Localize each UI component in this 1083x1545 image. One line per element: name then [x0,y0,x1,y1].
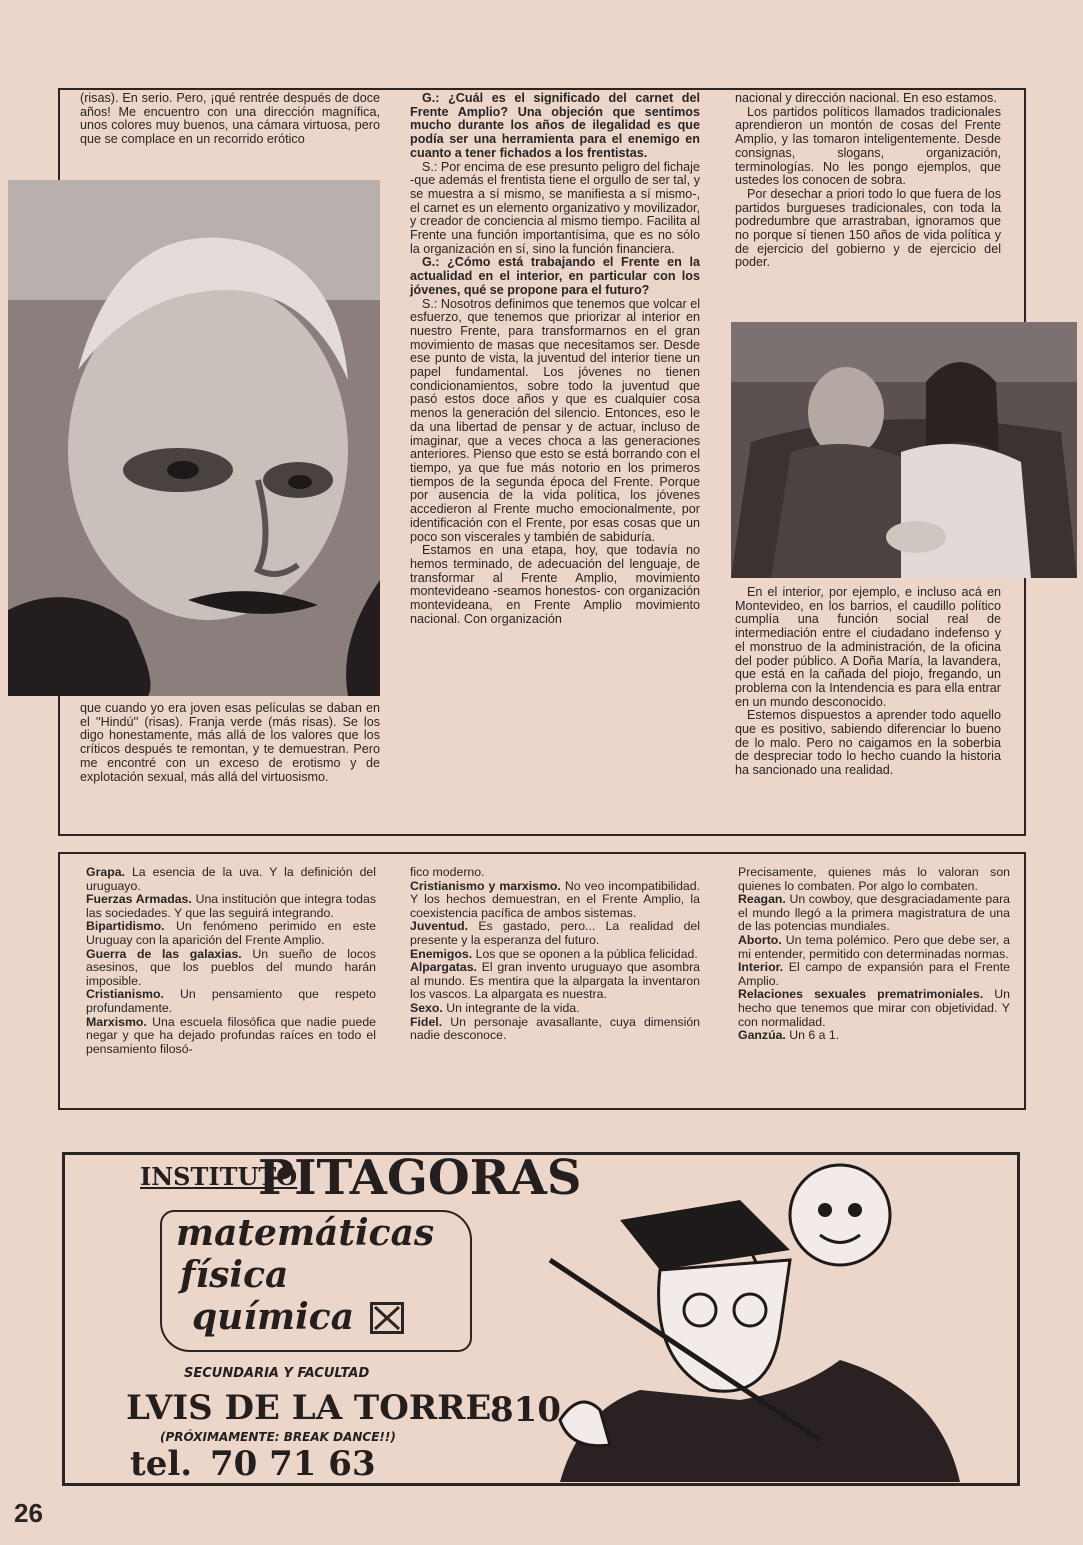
column-1-bottom [80,702,380,784]
portrait-illustration [8,180,380,696]
ad-box-icon [370,1302,404,1334]
ad-subject-2: física [180,1254,289,1296]
col3-p5: Estemos dispuestos a aprender todo aquello que es positivo, sabiendo diferenciar lo bueno de lo malo. Pero no caigamos en la soberbia de despreciar todo lo hecho cuando la historia ha sancionado una realidad. [735,708,1001,778]
column-3-top [735,92,1001,270]
answer-3: Estamos en una etapa, hoy, que todavía no hemos terminado, de adecuación del lenguaje, de transformar al Frente Amplio, movimiento montevideano -seamos honestos- con organización montevideana, en Frente Amplio movimiento nacional. Con organización [410,543,700,626]
glossary-entry: Reagan. Un cowboy, que desgraciadamente para el mundo llegó a la primera magistratura de una de las potencias mundiales. [738,892,1010,934]
glossary-entry: Fuerzas Armadas. Una institución que integra todas las sociedades. Y que las seguirá integrando. [86,892,376,920]
professor-cartoon [540,1160,1010,1482]
column-1-top [80,92,380,147]
question-2: G.: ¿Cómo está trabajando el Frente en la actualidad en el interior, en particular con los jóvenes, qué se propone para el futuro? [410,255,700,297]
ad-levels: SECUNDARIA Y FACULTAD [184,1366,370,1381]
col1-bottom-text: que cuando yo era joven esas películas se daban en el ''Hindú'' (risas). Franja verde (más risas). Se los digo honestamente, más allá de los valores que los críticos después te remontan, y te demuestran. Pero me encontré con un exceso de erotismo y de explotación sexual, más allá del virtuosismo. [80,701,380,784]
question-1: G.: ¿Cuál es el significado del carnet del Frente Amplio? Una objeción que sentimos mucho durante los años de ilegalidad es que podía ser una herramienta para el enemigo en cuanto a tener fichados a los frentistas. [410,91,700,160]
col3-p2: Los partidos políticos llamados tradicionales aprendieron un montón de cosas del Frente Amplio, y las tomaron inteligentemente. Desde consignas, slogans, organización, terminologías. No les pongo ejemplos, que ustedes los conocen de sobra. [735,104,1001,188]
col3-p4: En el interior, por ejemplo, e incluso acá en Montevideo, en los barrios, el caudillo político cumplía una función social real de intermediación entre el ciudadano indefenso y el monstruo de la administración, de la oficina del poder público. A Doña María, la lavandera, que está en la cañada del piojo, fregando, un problema con la Intendencia es para ella entrar en un mundo desconocido. [735,585,1001,709]
glossary-entry: Cristianismo. Un pensamiento que respeto profundamente. [86,987,376,1015]
professor-illustration [540,1160,1010,1482]
ad-instituto: INSTITUTO [140,1162,298,1191]
glossary-entry: Marxismo. Una escuela filosófica que nadie puede negar y que ha dejado profundas raíces en todo el pensamiento filosó- [86,1014,376,1056]
col1-top-text: (risas). En serio. Pero, ¡qué rentrée después de doce años! Me encuentro con una dirección magnífica, unos colores muy buenos, una cámara virtuosa, pero que se complace en un recorrido erótico [80,91,380,147]
glossary-entry: Interior. El campo de expansión para el Frente Amplio. [738,960,1010,988]
glossary-col-3 [738,866,1010,1043]
glossary-entry: Ganzúa. Un 6 a 1. [738,1028,840,1043]
ad-subject-3: química [192,1296,355,1338]
glossary-entry: Guerra de las galaxias. Un sueño de locos asesinos, que los pueblos del mundo harán imposible. [86,946,376,988]
glossary-entry: Sexo. Un integrante de la vida. [410,1000,580,1015]
glossary-lead: fico moderno. [410,865,485,879]
glossary-entry: Bipartidismo. Un fenómeno perimido en este Uruguay con la aparición del Frente Amplio. [86,919,376,947]
glossary-entry: Grapa. La esencia de la uva. Y la definición del uruguayo. [86,865,376,893]
col3-p3: Por desechar a priori todo lo que fuera de los partidos burgueses tradicionales, con toda la podredumbre que arrastraban, ignoramos que no porque sí tienen 150 años de vida política y de ejercicio del gobierno y de ejercicio del poder. [735,186,1001,270]
couple-photo [731,322,1077,578]
ad-name: PITAGORAS [258,1150,582,1206]
glossary-col-1 [86,866,376,1056]
answer-1: S.: Por encima de ese presunto peligro del fichaje -que además el frentista tiene el orgullo de ser tal, y se muestra a sí mismo, se manifiesta a sí mismo-, el carnet es un elemento organizativo y movilizador, y creador de conciencia al mismo tiempo. Facilita al Frente una función importantísima, que es no sólo la organización en sí, sino la función financiera. [410,159,700,256]
glossary-lead: Precisamente, quienes más lo valoran son quienes lo combaten. Por algo lo combaten. [738,865,1010,893]
ad-number: 810 [490,1390,561,1430]
glossary-entry: Fidel. Un personaje avasallante, cuya dimensión nadie desconoce. [410,1014,700,1043]
page-number: 26 [14,1498,43,1528]
glossary-col-2 [410,866,700,1043]
col3-p1: nacional y dirección nacional. En eso estamos. [735,91,997,105]
glossary-entry: Aborto. Un tema polémico. Pero que debe ser, a mi entender, permitido con determinadas normas. [738,932,1010,961]
answer-2: S.: Nosotros definimos que tenemos que volcar el esfuerzo, que tenemos que priorizar al interior en nuestro Frente, para transformarnos en el gran movimiento de masas que necesitamos ser. Desde ese punto de vista, la juventud del interior tiene un papel fundamental. Los jóvenes no tienen condicionamientos, sobre todo la juventud que pasó estos doce años y que es cualquier cosa menos la generación del silencio. Entonces, eso le da una libertad de pensar y de actuar, incluso de imaginar, que a veces choca a las generaciones anteriores. Pienso que esto se está borrando con el tiempo, ya que fue más notorio en los primeros tiempos de la segunda época del Frente. Porque por ausencia de la vida política, los jóvenes accedieron al Frente mucho emocionalmente, por identificación con el Frente, por esas cosas que un poco son viscerales y también de sabiduría. [410,296,700,544]
ad-address: LVIS DE LA TORRE [126,1388,492,1428]
column-3-bottom [735,586,1001,778]
couple-illustration [731,322,1077,578]
ad-subject-1: matemáticas [176,1212,435,1254]
portrait-photo [8,180,380,696]
ad-phone-label: tel. [130,1444,193,1484]
glossary-entry: Alpargatas. El gran invento uruguayo que asombra al mundo. Es mentira que la alpargata la inventaron los vascos. La alpargata es nuestra. [410,960,700,1002]
ad-note: (PRÓXIMAMENTE: BREAK DANCE!!) [160,1430,396,1444]
glossary-entry: Cristianismo y marxismo. No veo incompatibilidad. Y los hechos demuestran, en el Frente Amplio, la coexistencia pacífica de ambos sistemas. [410,878,701,920]
glossary-entry: Juventud. Es gastado, pero... La realidad del presente y la esperanza del futuro. [410,919,700,947]
column-2 [410,92,700,626]
glossary-entry: Relaciones sexuales prematrimoniales. Un hecho que tenemos que mirar con objetividad. Y con normalidad. [738,987,1011,1029]
ad-phone: 70 71 63 [210,1444,376,1484]
glossary-entry: Enemigos. Los que se oponen a la pública felicidad. [410,946,698,961]
